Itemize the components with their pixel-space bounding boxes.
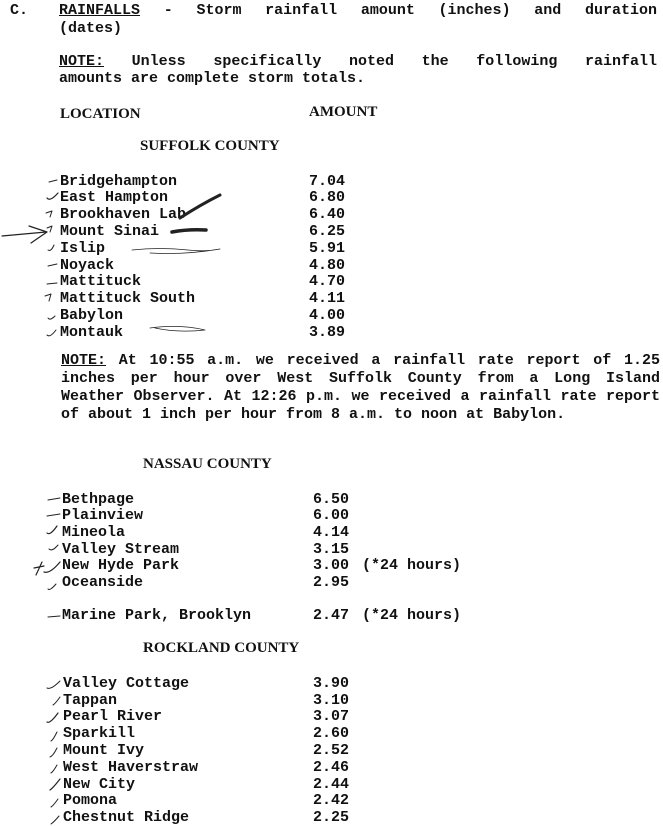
location-name: Bethpage: [62, 491, 135, 508]
location-name: Mineola: [62, 524, 126, 541]
location-name: Islip: [60, 240, 106, 257]
table-row: [0, 257, 663, 274]
suffolk-county-heading: SUFFOLK COUNTY: [140, 138, 280, 154]
brooklyn-row: [0, 607, 663, 624]
location-column-header: LOCATION: [60, 106, 141, 122]
rainfall-amount: 7.04: [309, 173, 346, 190]
rainfall-amount: 2.47: [313, 607, 350, 624]
rainfall-amount: 6.80: [309, 189, 346, 206]
amount-column-header: AMOUNT: [309, 104, 378, 120]
table-row: [0, 557, 663, 574]
table-row: [0, 307, 663, 324]
table-row: [0, 324, 663, 341]
location-name: Pearl River: [63, 708, 163, 725]
table-row: [0, 507, 663, 524]
location-name: West Haverstraw: [63, 759, 199, 776]
table-row: [0, 792, 663, 809]
rainfall-amount: 3.10: [313, 692, 350, 709]
note-1-label: NOTE:: [59, 53, 105, 70]
section-title: RAINFALLS: [59, 2, 141, 19]
table-row: [0, 541, 663, 558]
rockland-county-heading: ROCKLAND COUNTY: [143, 640, 300, 656]
location-name: Valley Stream: [62, 541, 180, 558]
table-row: [0, 742, 663, 759]
table-row: [0, 189, 663, 206]
table-row: [0, 206, 663, 223]
table-row: [0, 173, 663, 190]
rainfall-amount: 3.15: [313, 541, 350, 558]
table-row: [0, 809, 663, 826]
section-description-dates: (dates): [59, 20, 123, 37]
rainfall-amount: 2.25: [313, 809, 350, 826]
table-row: [0, 692, 663, 709]
location-name: Noyack: [60, 257, 115, 274]
note-2-label: NOTE:: [61, 352, 107, 369]
location-name: Montauk: [60, 324, 124, 341]
table-row: [0, 776, 663, 793]
location-name: Mattituck: [60, 273, 142, 290]
section-letter: C.: [10, 2, 29, 19]
location-name: Plainview: [62, 507, 144, 524]
rainfall-amount: 2.60: [313, 725, 350, 742]
rainfall-amount: 6.25: [309, 223, 346, 240]
rainfall-amount: 6.40: [309, 206, 346, 223]
note-1-line-1: [59, 53, 657, 70]
table-row: [0, 223, 663, 240]
rainfall-amount: 5.91: [309, 240, 346, 257]
table-row: [0, 273, 663, 290]
location-name: Babylon: [60, 307, 124, 324]
rainfall-amount: 4.11: [309, 290, 346, 307]
rainfall-amount: 2.95: [313, 574, 350, 591]
duration-note: (*24 hours): [362, 557, 462, 574]
rainfall-amount: 2.52: [313, 742, 350, 759]
rainfall-amount: 2.46: [313, 759, 350, 776]
note-2-paragraph: [61, 352, 660, 424]
location-name: Tappan: [63, 692, 118, 709]
duration-note: (*24 hours): [362, 607, 462, 624]
rainfall-amount: 2.44: [313, 776, 350, 793]
rainfall-amount: 3.00: [313, 557, 350, 574]
location-name: East Hampton: [60, 189, 169, 206]
table-row: [0, 290, 663, 307]
rainfall-amount: 3.89: [309, 324, 346, 341]
rainfall-amount: 3.07: [313, 708, 350, 725]
section-heading-line: [59, 2, 657, 19]
location-name: Sparkill: [63, 725, 136, 742]
table-row: [0, 675, 663, 692]
location-name: Oceanside: [62, 574, 144, 591]
rainfall-amount: 6.50: [313, 491, 350, 508]
table-row: [0, 491, 663, 508]
rainfall-amount: 2.42: [313, 792, 350, 809]
rainfall-amount: 4.00: [309, 307, 346, 324]
location-name: Pomona: [63, 792, 118, 809]
note-1-line-2: amounts are complete storm totals.: [59, 70, 366, 87]
location-name: Valley Cottage: [63, 675, 190, 692]
table-row: [0, 240, 663, 257]
note-2-text: At 10:55 a.m. we received a rainfall rate report of 1.25 inches per hour over West Suffolk County from a Long Island Weather Observer. At 12:26 p.m. we received a rainfall rate report of about 1 inch per hour from 8 a.m. to noon at Babylon.: [61, 352, 660, 423]
rainfall-amount: 4.80: [309, 257, 346, 274]
location-name: Brookhaven Lab: [60, 206, 187, 223]
table-row: [0, 725, 663, 742]
location-name: Chestnut Ridge: [63, 809, 190, 826]
table-row: [0, 524, 663, 541]
table-row: [0, 759, 663, 776]
location-name: Bridgehampton: [60, 173, 178, 190]
location-name: New City: [63, 776, 136, 793]
table-row: [0, 574, 663, 591]
location-name: Mount Ivy: [63, 742, 145, 759]
section-description: Storm rainfall amount (inches) and duration: [196, 2, 657, 19]
location-name: Mattituck South: [60, 290, 196, 307]
nassau-county-heading: NASSAU COUNTY: [143, 456, 272, 472]
section-dash: -: [163, 2, 173, 19]
note-1-text: Unless specifically noted the following rainfall: [131, 53, 657, 70]
rainfall-amount: 4.70: [309, 273, 346, 290]
location-name: Marine Park, Brooklyn: [62, 607, 252, 624]
location-name: Mount Sinai: [60, 223, 160, 240]
rainfall-amount: 3.90: [313, 675, 350, 692]
rainfall-amount: 6.00: [313, 507, 350, 524]
rainfall-amount: 4.14: [313, 524, 350, 541]
location-name: New Hyde Park: [62, 557, 180, 574]
table-row: [0, 708, 663, 725]
